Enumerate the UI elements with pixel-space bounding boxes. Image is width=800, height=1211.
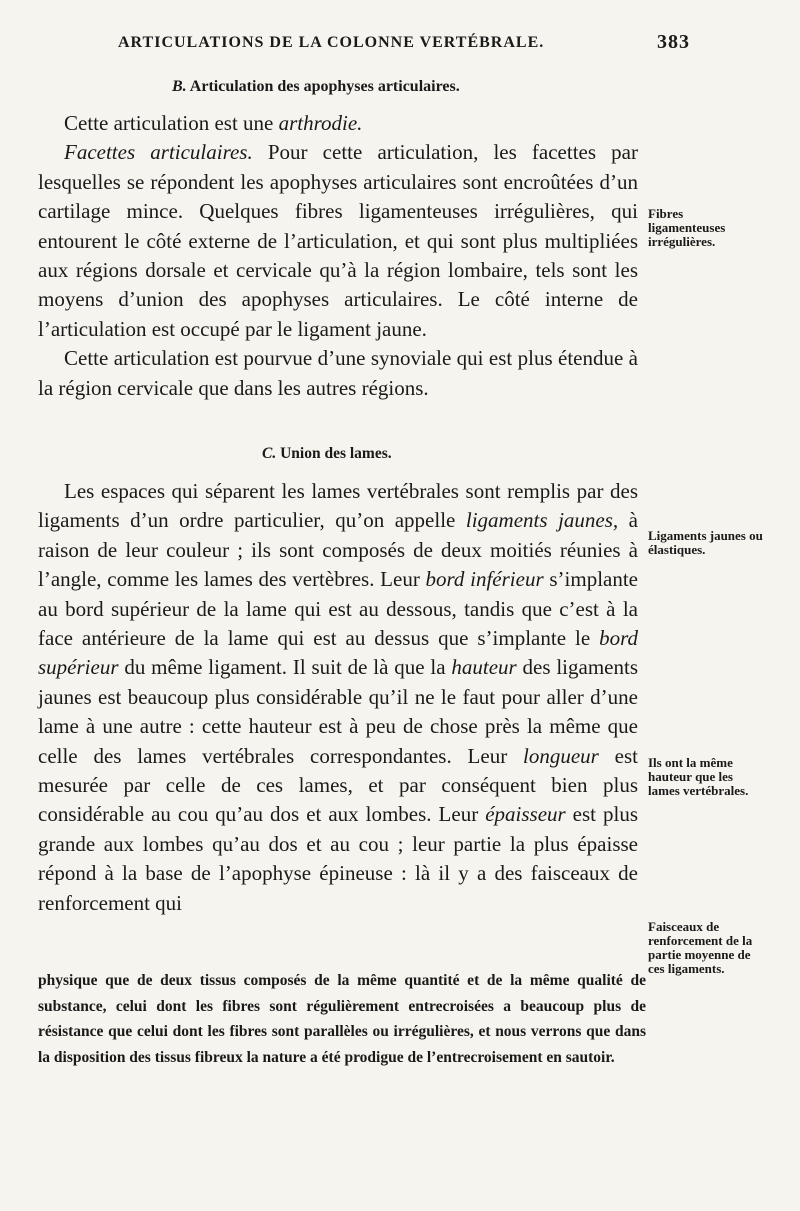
section-title: Articulation des apophyses articulaires.: [189, 78, 460, 95]
running-title: ARTICULATIONS DE LA COLONNE VERTÉBRALE.: [118, 34, 545, 51]
section-letter: B.: [172, 78, 187, 95]
paragraph-ligaments-jaunes: [38, 477, 638, 918]
section-heading-b: [172, 78, 460, 96]
body-block-1: [38, 109, 638, 403]
margin-note-ligaments-jaunes: Ligaments jaunes ou élastiques.: [648, 528, 763, 557]
body-block-2: [38, 477, 638, 918]
footnote: [38, 968, 646, 1070]
term-bord-inferieur: bord inférieur: [425, 567, 544, 592]
term-hauteur: hauteur: [451, 655, 517, 680]
paragraph-text: à raison de leur couleur ; ils sont composés de deux moitiés réunies à l’angle, comme les lames des vertèbres. Leur: [38, 508, 638, 592]
paragraph-synoviale: [38, 344, 638, 403]
margin-note-faisceaux: Faisceaux de renforcement de la partie moyenne de ces ligaments.: [648, 919, 753, 976]
paragraph-text: Les espaces qui séparent les lames vertébrales sont remplis par des ligaments d’un ordre particulier, qu’on appelle: [38, 479, 638, 533]
term-bord-superieur: bord supérieur: [38, 626, 638, 680]
paragraph-text: Cette articulation est pourvue d’une synoviale qui est plus étendue à la région cervicale que dans les autres régions.: [38, 346, 638, 400]
section-letter: C.: [262, 445, 277, 462]
paragraph-text: des ligaments jaunes est beaucoup plus considérable qu’il ne le faut pour aller d’une lame à une autre : cette hauteur est à peu de chose près la même que celle des lames vertébrales correspondantes. Leur: [38, 655, 638, 768]
margin-note-fibres: Fibres ligamenteuses irrégulières.: [648, 206, 726, 249]
paragraph-text: est mesurée par celle de ces lames, et par conséquent bien plus considérable au cou qu’au dos et aux lombes. Leur: [38, 743, 638, 827]
footnote-text: physique que de deux tissus composés de la même quantité et de la même qualité de substance, celui dont les fibres sont régulièrement entrecroisées a beaucoup plus de résistance que celui dont les fibres sont parallèles ou irrégulières, et nous verrons que dans la disposition des tissus fibreux la nature a été prodigue de l’entrecroisement en sautoir.: [38, 972, 646, 1066]
paragraph-text: Cette articulation est une: [64, 111, 279, 135]
term-epaisseur: épaisseur: [485, 802, 566, 827]
paragraph-facettes: [38, 138, 638, 344]
term-arthrodie: arthrodie.: [278, 111, 363, 135]
term-facettes: Facettes articulaires.: [64, 140, 253, 165]
paragraph-text: s’implante au bord supérieur de la lame qui est au dessous, tandis que c’est à la face antérieure de la lame qui est au dessus que s’implante le: [38, 567, 639, 651]
paragraph-text: est plus grande aux lombes qu’au dos et au cou ; leur partie la plus épaisse répond à la base de l’apophyse épineuse : là il y a des faisceaux de renforcement qui: [38, 802, 638, 915]
term-ligaments-jaunes: ligaments jaunes,: [465, 508, 619, 533]
paragraph-text: Pour cette articulation, les facettes par lesquelles se répondent les apophyses articulaires sont encroûtées d’un cartilage mince. Quelques fibres ligamenteuses irrégulières, qui entourent le côté externe de l’articulation, et qui sont plus multipliées aux régions dorsale et cervicale qu’à la région lombaire, tels sont les moyens d’union des apophyses articulaires. Le côté interne de l’articulation est occupé par le ligament jaune.: [38, 140, 638, 341]
margin-note-hauteur: Ils ont la même hauteur que les lames vertébrales.: [648, 755, 749, 798]
section-title: Union des lames.: [280, 445, 392, 462]
term-longueur: longueur: [523, 743, 599, 768]
paragraph-arthrodie: [38, 109, 638, 138]
section-heading-c: [262, 445, 392, 463]
paragraph-text: du même ligament. Il suit de là que la: [118, 655, 452, 680]
page-number: 383: [657, 31, 690, 53]
